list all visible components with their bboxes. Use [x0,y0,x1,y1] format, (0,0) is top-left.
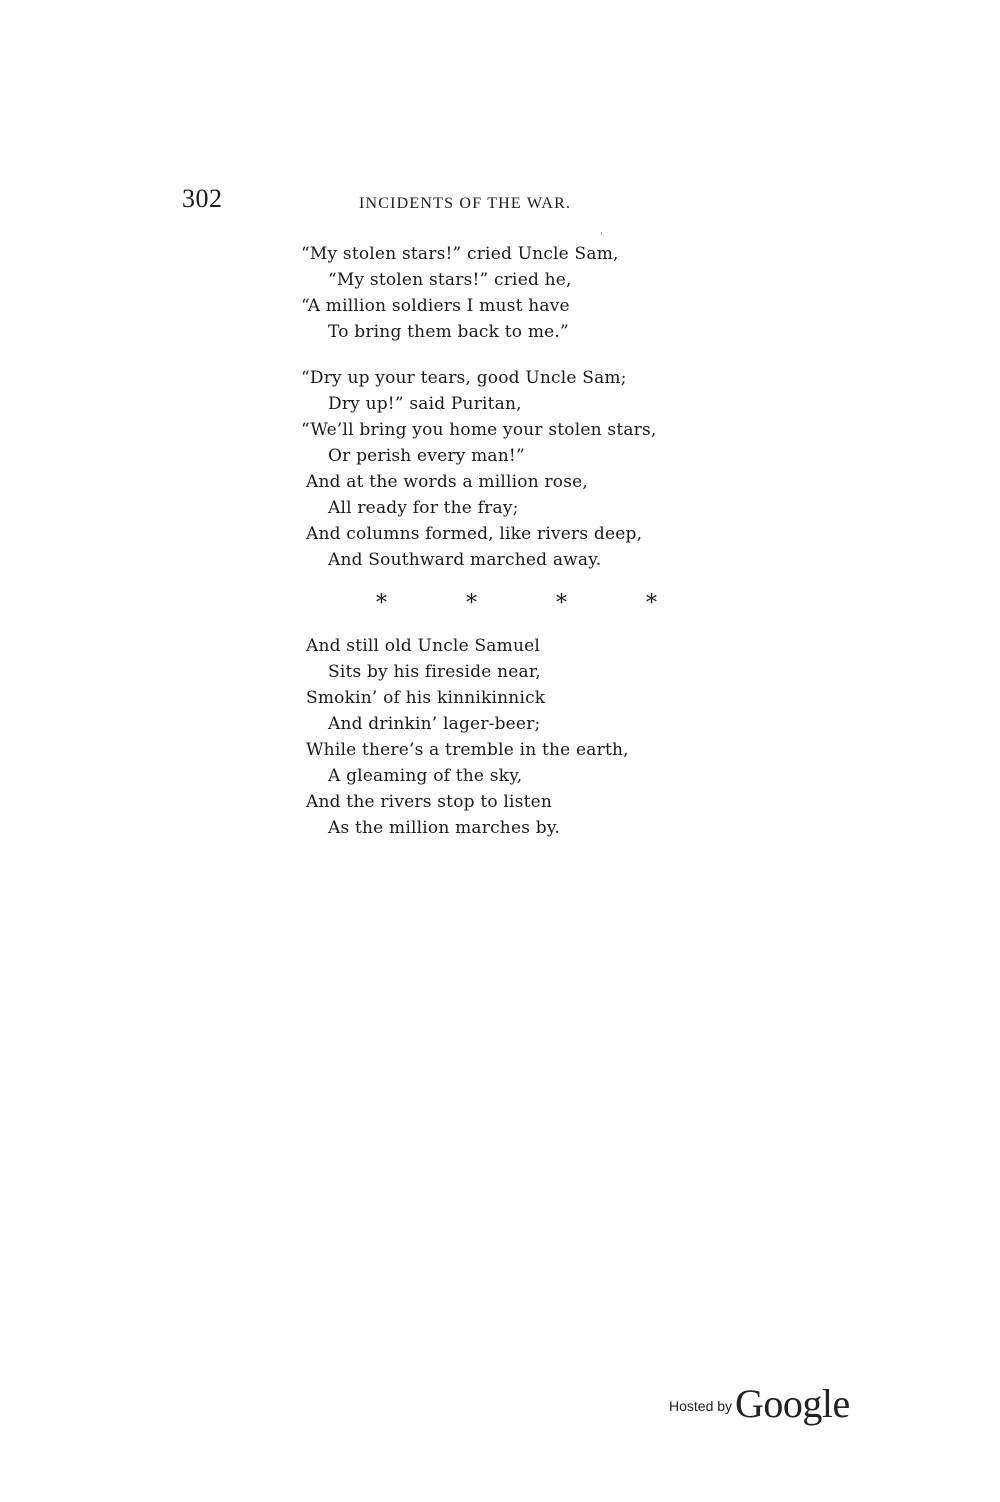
poem-line: All ready for the fray; [328,498,519,518]
page-number: 302 [182,184,223,213]
asterisk: * [376,591,387,616]
poem-line: To bring them back to me.” [328,322,569,342]
stanza-1 [301,241,666,345]
poem-line: Or perish every man!” [328,446,525,466]
section-separator [306,589,666,615]
poem-line: And drinkin’ lager-beer; [328,714,541,734]
poem-line: A gleaming of the sky, [328,766,523,786]
google-logo: Google [735,1381,850,1426]
stanza-3 [306,633,666,841]
poem-line: “Dry up your tears, good Uncle Sam; [301,368,627,388]
poem-line: And at the words a million rose, [306,472,588,492]
poem-line: “My stolen stars!” cried Uncle Sam, [301,244,619,264]
poem [301,241,666,841]
stanza-2 [301,365,666,573]
hosted-by-label: Hosted by [669,1398,733,1414]
poem-line: Sits by his fireside near, [328,662,541,682]
poem-line: And Southward marched away. [328,550,602,570]
poem-line: “We’ll bring you home your stolen stars, [301,420,657,440]
poem-line: Smokin’ of his kinnikinnick [306,688,546,708]
asterisk: * [646,591,657,616]
poem-line: And the rivers stop to listen [306,792,553,812]
poem-line: Dry up!” said Puritan, [328,394,522,414]
asterisk: * [556,591,567,616]
poem-line: “A million soldiers I must have [301,296,570,316]
poem-line: And still old Uncle Samuel [306,636,540,656]
poem-line: As the million marches by. [328,818,560,838]
scan-mark [601,232,602,235]
hosted-by-watermark [669,1381,850,1426]
poem-line: And columns formed, like rivers deep, [306,524,643,544]
running-head: INCIDENTS OF THE WAR. [359,195,572,212]
poem-line: While there’s a tremble in the earth, [306,740,629,760]
poem-line: “My stolen stars!” cried he, [328,270,572,290]
asterisk: * [466,591,477,616]
